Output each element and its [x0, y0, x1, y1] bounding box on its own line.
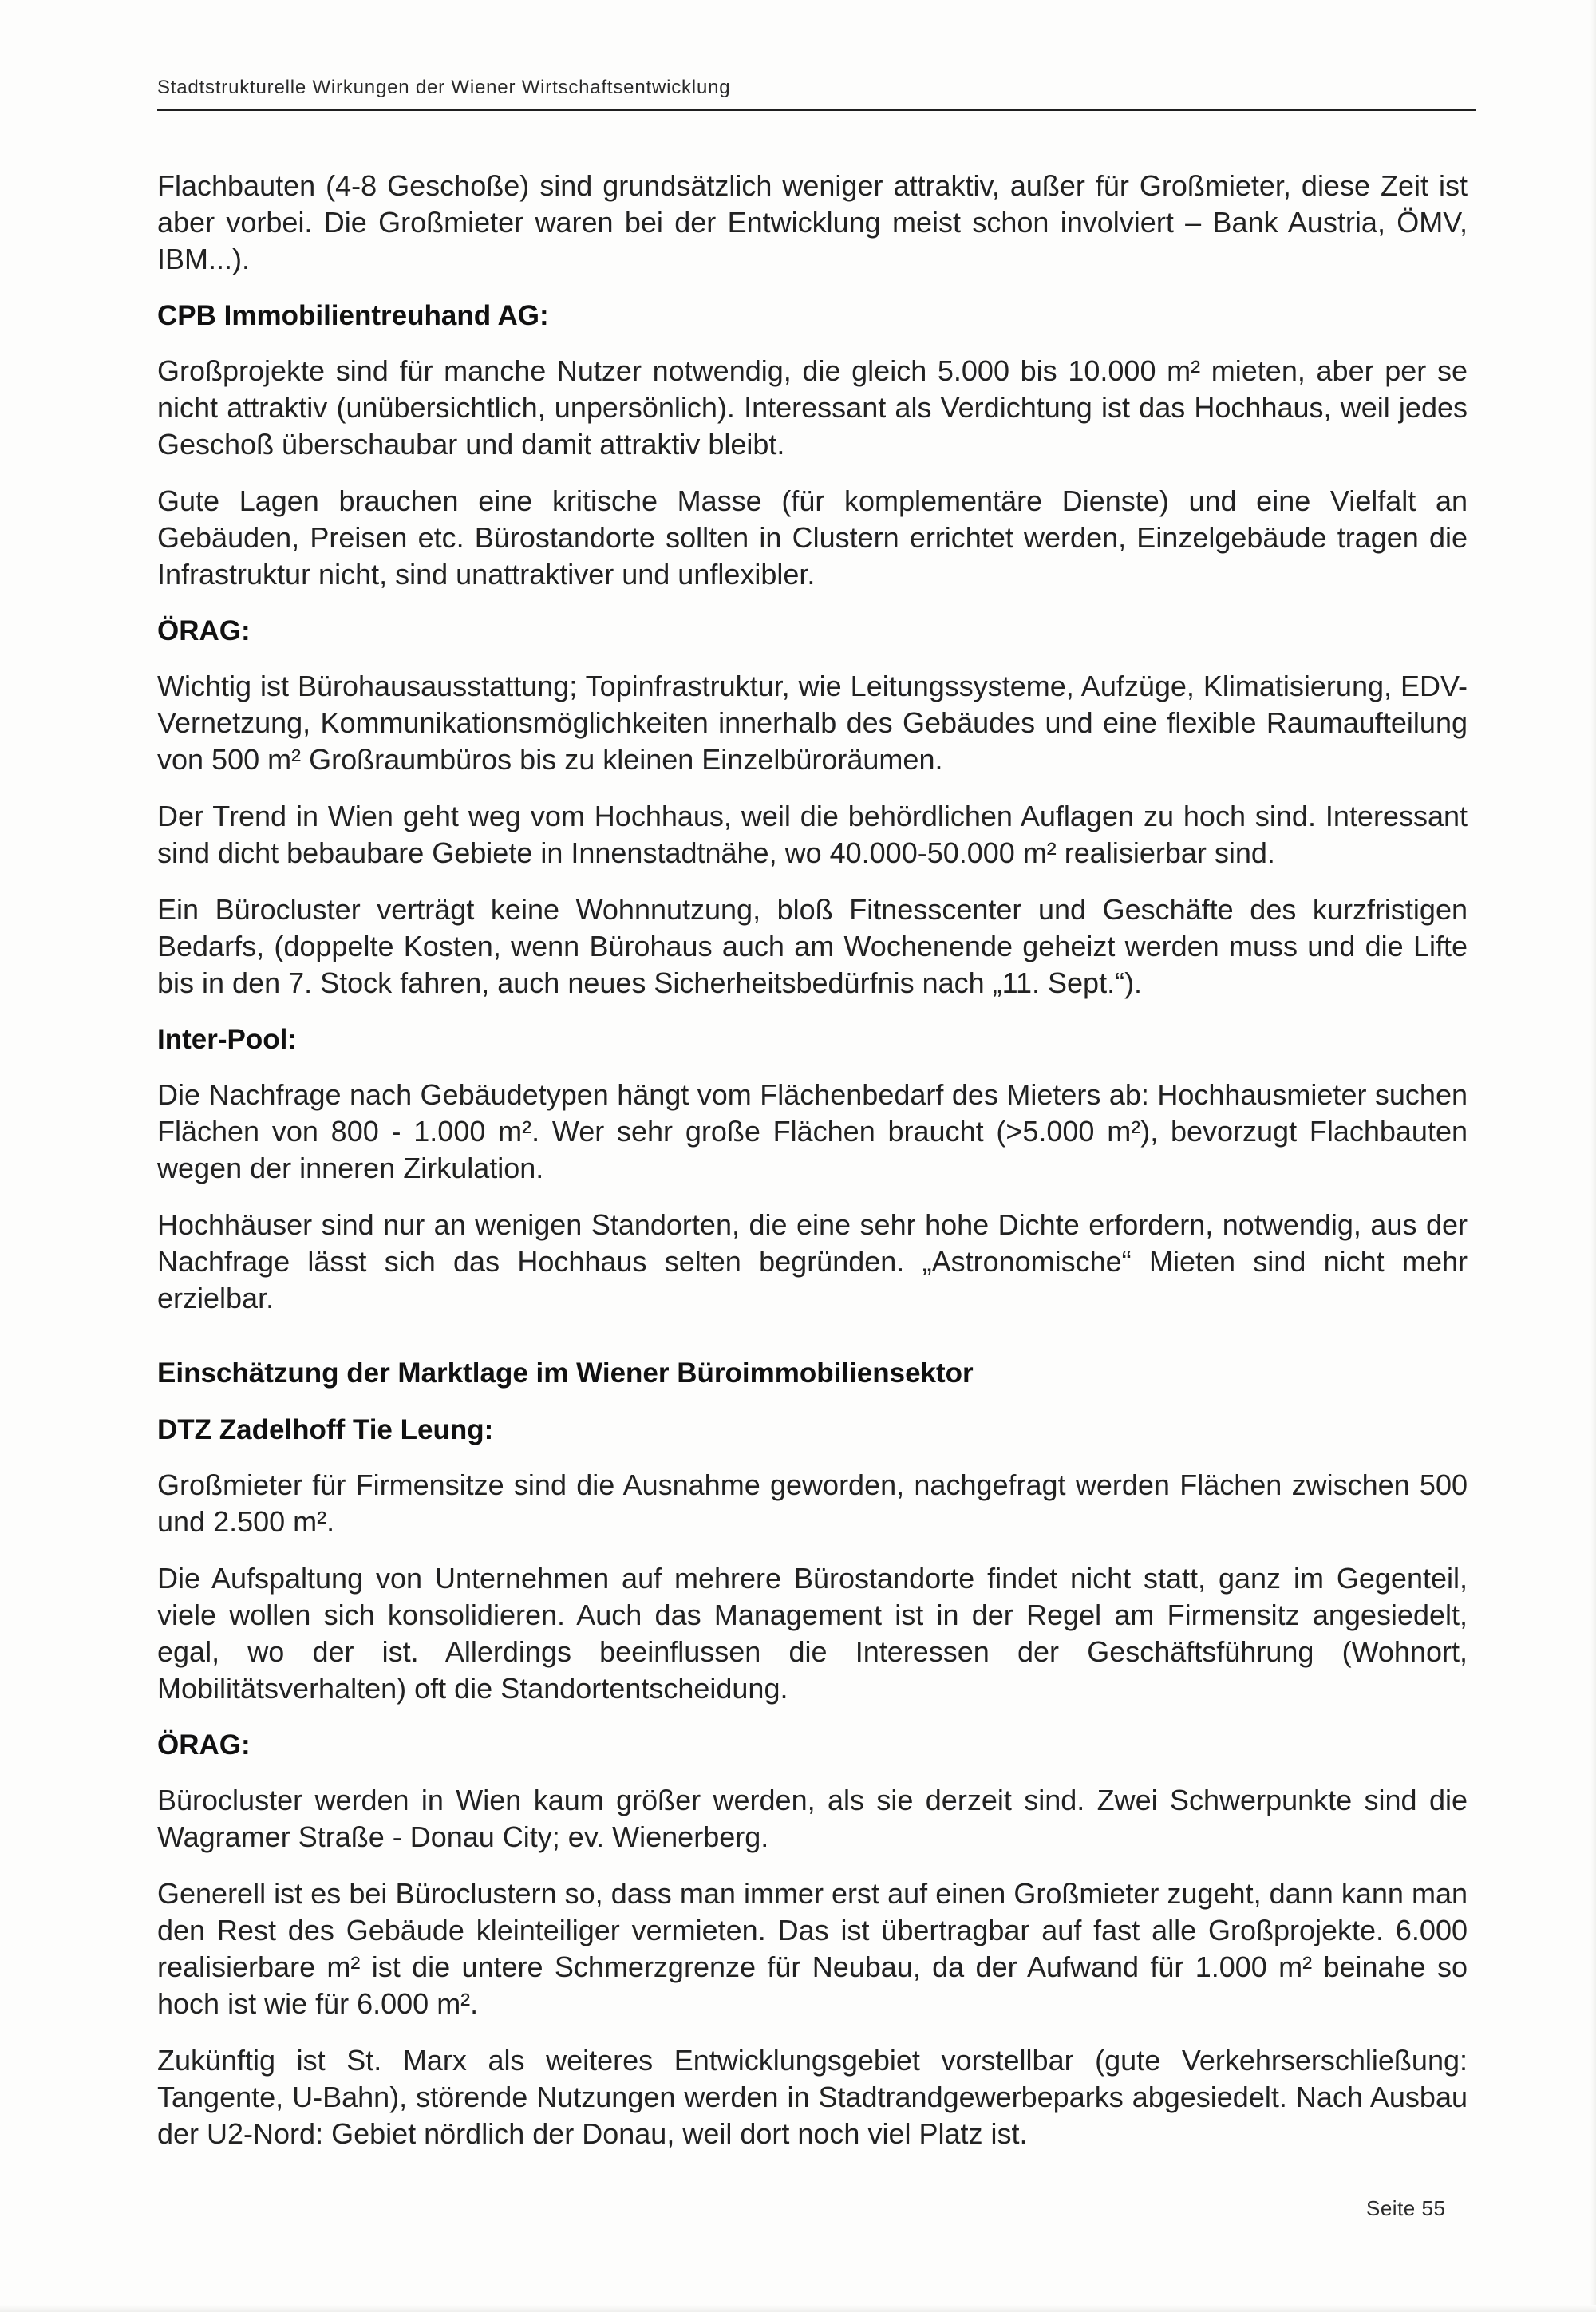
subheading: ÖRAG: [157, 615, 251, 646]
paragraph: Die Aufspaltung von Unternehmen auf mehrere Bürostandorte findet nicht statt, ganz im Gegenteil, viele wollen sich konsolidieren. Auch das Management ist in der Regel am Firmensitz angesiedelt, egal, wo der ist. Allerdings beeinflussen die Interessen der Geschäftsführung (Wohnort, Mobilitätsverhalten) oft die Standortentscheidung. [157, 1562, 1468, 1705]
header-divider [157, 109, 1476, 111]
scan-edge [1590, 0, 1596, 2312]
subheading: Inter-Pool: [157, 1024, 297, 1055]
paragraph: Hochhäuser sind nur an wenigen Standorten, die eine sehr hohe Dichte erfordern, notwendig, aus der Nachfrage lässt sich das Hochhaus selten begründen. „Astronomische“ Mieten sind nicht mehr erzielbar. [157, 1208, 1468, 1314]
paragraph: Großmieter für Firmensitze sind die Ausnahme geworden, nachgefragt werden Flächen zwischen 500 und 2.500 m². [157, 1468, 1468, 1538]
section-heading: Einschätzung der Marktlage im Wiener Büroimmobiliensektor [157, 1358, 974, 1389]
paragraph: Wichtig ist Bürohausausstattung; Topinfrastruktur, wie Leitungssysteme, Aufzüge, Klimatisierung, EDV-Vernetzung, Kommunikationsmöglichkeiten innerhalb des Gebäudes und eine flexible Raumaufteilung von 500 m² Großraumbüros bis zu kleinen Einzelbüroräumen. [157, 670, 1468, 776]
paragraph: Ein Bürocluster verträgt keine Wohnnutzung, bloß Fitnesscenter und Geschäfte des kurzfristigen Bedarfs, (doppelte Kosten, wenn Bürohaus auch am Wochenende geheizt werden muss und die Lifte bis in den 7. Stock fahren, auch neues Sicherheitsbedürfnis nach „11. Sept.“). [157, 893, 1468, 999]
paragraph: Großprojekte sind für manche Nutzer notwendig, die gleich 5.000 bis 10.000 m² mieten, aber per se nicht attraktiv (unübersichtlich, unpersönlich). Interessant als Verdichtung ist das Hochhaus, weil jedes Geschoß überschaubar und damit attraktiv bleibt. [157, 354, 1468, 460]
paragraph: Bürocluster werden in Wien kaum größer werden, als sie derzeit sind. Zwei Schwerpunkte sind die Wagramer Straße - Donau City; ev. Wienerberg. [157, 1784, 1468, 1853]
body-text [157, 168, 1468, 2172]
paragraph: Gute Lagen brauchen eine kritische Masse (für komplementäre Dienste) und eine Vielfalt an Gebäuden, Preisen etc. Bürostandorte sollten in Clustern errichtet werden, Einzelgebäude tragen die Infrastruktur nicht, sind unattraktiver und unflexibler. [157, 484, 1468, 591]
subheading: ÖRAG: [157, 1729, 251, 1761]
paragraph: Generell ist es bei Büroclustern so, dass man immer erst auf einen Großmieter zugeht, dann kann man den Rest des Gebäude kleinteiliger vermieten. Das ist übertragbar auf fast alle Großprojekte. 6.000 realisierbare m² ist die untere Schmerzgrenze für Neubau, da der Aufwand für 1.000 m² beinahe so hoch ist wie für 6.000 m². [157, 1877, 1468, 2020]
subheading: CPB Immobilientreuhand AG: [157, 300, 549, 331]
paragraph: Die Nachfrage nach Gebäudetypen hängt vom Flächenbedarf des Mieters ab: Hochhausmieter suchen Flächen von 800 - 1.000 m². Wer sehr große Flächen braucht (>5.000 m²), bevorzugt Flachbauten wegen der inneren Zirkulation. [157, 1078, 1468, 1184]
paragraph: Zukünftig ist St. Marx als weiteres Entwicklungsgebiet vorstellbar (gute Verkehrserschließung: Tangente, U-Bahn), störende Nutzungen werden in Stadtrandgewerbeparks abgesiedelt. Nach Ausbau der U2-Nord: Gebiet nördlich der Donau, weil dort noch viel Platz ist. [157, 2044, 1468, 2150]
page-number: Seite 55 [1366, 2196, 1446, 2220]
paragraph: Der Trend in Wien geht weg vom Hochhaus, weil die behördlichen Auflagen zu hoch sind. Interessant sind dicht bebaubare Gebiete in Innenstadtnähe, wo 40.000-50.000 m² realisierbar sind. [157, 800, 1468, 869]
subheading: DTZ Zadelhoff Tie Leung: [157, 1414, 494, 1445]
running-header: Stadtstrukturelle Wirkungen der Wiener Wirtschaftsentwicklung [157, 77, 731, 98]
scan-edge [0, 2305, 1596, 2312]
paragraph: Flachbauten (4-8 Geschoße) sind grundsätzlich weniger attraktiv, außer für Großmieter, diese Zeit ist aber vorbei. Die Großmieter waren bei der Entwicklung meist schon involviert – Bank Austria, ÖMV, IBM...). [157, 169, 1468, 275]
